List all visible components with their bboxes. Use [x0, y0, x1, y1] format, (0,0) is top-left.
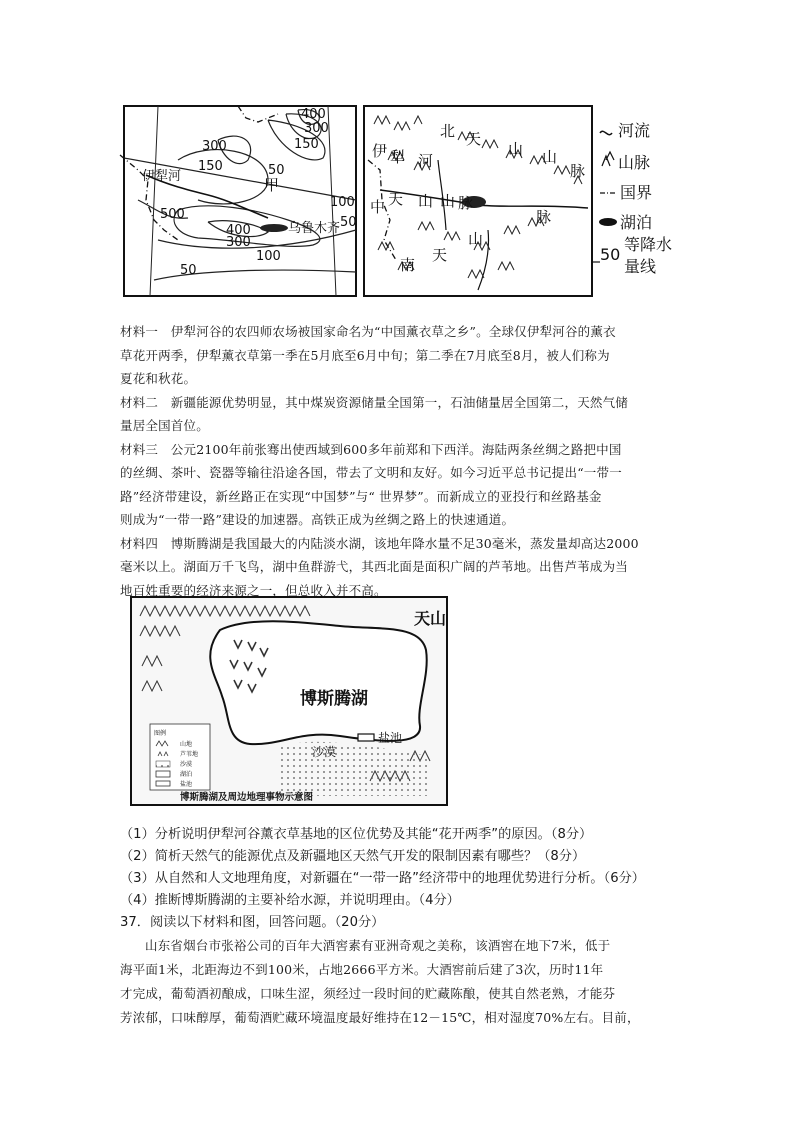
- material-line: 夏花和秋花。: [120, 371, 197, 386]
- materials-section: [120, 320, 680, 602]
- questions-section: [120, 824, 690, 912]
- legend-mountain: 山脉: [618, 153, 651, 172]
- map-char: 中: [370, 198, 386, 216]
- map-char: 伊: [372, 142, 388, 160]
- map-char: 天: [466, 130, 482, 148]
- material-line: 草花开两季，伊犁薰衣草第一季在5月底至6月中旬；第二季在7月底至8月，被人们称为: [120, 347, 610, 363]
- urumqi-label: 乌鲁木齐: [288, 221, 341, 236]
- salt-pond-label: 盐池: [378, 731, 403, 745]
- legend-title: 图例: [154, 730, 167, 737]
- map-char: 天: [388, 190, 404, 208]
- bosten-lake-figure: [130, 596, 448, 806]
- material-line: 毫米以上。湖面万千飞鸟，湖中鱼群游弋，其西北面是面积广阔的芦苇地。出售芦苇成为当: [120, 559, 629, 574]
- map-char: 山: [440, 192, 456, 210]
- passage-line: 山东省烟台市张裕公司的百年大酒窖素有亚洲奇观之美称，该酒窖在地下7米，低于: [145, 938, 611, 953]
- tianshan-label: 天山: [414, 609, 447, 628]
- salt-pond-icon: [358, 734, 374, 741]
- map-char: 天: [432, 246, 448, 264]
- ili-river-label: 伊犁河: [142, 169, 182, 184]
- contour-value: 150: [198, 159, 223, 174]
- legend-item: 湖泊: [180, 771, 193, 778]
- map-char: 脉: [570, 162, 586, 180]
- lake-legend-icon: [599, 218, 617, 226]
- material-line: 材料一 伊犁河谷的农四师农场被国家命名为“中国薰衣草之乡”。全球仅伊犁河谷的薰衣: [120, 324, 616, 339]
- question-line: （2）简析天然气的能源优点及新疆地区天然气开发的限制因素有哪些？（8分）: [120, 849, 586, 864]
- material-line: 材料二 新疆能源优势明显，其中煤炭资源储量全国第一，石油储量居全国第二，天然气储: [120, 394, 629, 410]
- material-line: 的丝绸、茶叶、瓷器等输往沿途各国，带去了文明和友好。如今习近平总书记提出“一带一: [120, 465, 622, 480]
- river-legend-icon: [600, 131, 612, 134]
- map-char: 脉: [536, 208, 552, 226]
- contour-value: 300: [226, 235, 251, 250]
- material-line: 则成为“一带一路”建设的加速器。高铁正成为丝绸之路上的快速通道。: [120, 512, 515, 527]
- contour-value: 50: [268, 163, 285, 178]
- desert-label: 沙漠: [312, 745, 337, 759]
- question-line: （1）分析说明伊犁河谷薰衣草基地的区位优势及其能“花开两季”的原因。（8分）: [120, 827, 593, 842]
- legend-border: 国界: [620, 183, 653, 202]
- contour-value: 50: [180, 263, 197, 278]
- map-legend: [599, 121, 672, 276]
- contour-value: 150: [294, 137, 319, 152]
- mountain-legend-icon: [602, 152, 614, 166]
- material-line: 量居全国首位。: [120, 418, 209, 433]
- map-char: 山: [468, 230, 484, 248]
- bosten-lake-label: 博斯腾湖: [300, 689, 368, 709]
- legend-item: 盐池: [180, 781, 193, 788]
- question-line: （3）从自然和人文地理角度，对新疆在“一带一路”经济带中的地理优势进行分析。（6分）: [120, 871, 645, 886]
- legend-isohyet-line1: 等降水: [624, 235, 673, 254]
- left-precipitation-map: [120, 106, 357, 296]
- map-char: 河: [418, 152, 434, 170]
- map-char: 山: [508, 140, 524, 158]
- question-37-title: 37．阅读以下材料和图，回答问题。（20分）: [120, 915, 385, 930]
- material-line: 地百姓重要的经济来源之一，但总收入并不高。: [120, 582, 387, 598]
- legend-isohyet-value: 50: [600, 245, 621, 264]
- contour-value: 100: [330, 195, 355, 210]
- right-terrain-map: [364, 106, 600, 296]
- map-char: 北: [440, 122, 456, 140]
- contour-value: 300: [304, 121, 329, 136]
- bosten-legend: [150, 724, 210, 790]
- contour-value: 100: [256, 249, 281, 264]
- question-37-passage: [120, 934, 680, 1030]
- point-jia-label: 甲: [264, 176, 280, 194]
- passage-line: 芳浓郁，口味醇厚，葡萄酒贮藏环境温度最好维持在12－15℃，相对湿度70%左右。目前，: [120, 1010, 640, 1025]
- legend-isohyet-line2: 量线: [624, 257, 657, 276]
- material-line: 路”经济带建设，新丝路正在实现“中国梦”与“ 世界梦”。而新成立的亚投行和丝路基金: [120, 488, 602, 504]
- legend-item: 山地: [180, 741, 193, 748]
- xinjiang-map-figure: [118, 100, 708, 300]
- map-char: 犁: [390, 148, 406, 166]
- contour-value: 500: [160, 207, 185, 222]
- legend-river: 河流: [618, 121, 651, 140]
- bosten-caption: 博斯腾湖及周边地理事物示意图: [180, 792, 314, 803]
- passage-line: 海平面1米，北距海边不到100米，占地2666平方米。大酒窖前后建了3次，历时11年: [120, 962, 604, 977]
- map-char: 脉: [458, 194, 474, 212]
- passage-line: 才完成，葡萄酒初酿成，口味生涩，须经过一段时间的贮藏陈酿，使其自然老熟，才能芬: [120, 986, 616, 1001]
- contour-value: 400: [301, 107, 326, 122]
- legend-lake: 湖泊: [620, 213, 653, 232]
- question-line: （4）推断博斯腾湖的主要补给水源，并说明理由。（4分）: [120, 893, 460, 908]
- legend-item: 沙漠: [180, 761, 193, 768]
- map-char: 山: [418, 192, 434, 210]
- legend-item: 芦苇地: [180, 751, 199, 758]
- map-char: 南: [400, 256, 416, 274]
- contour-value: 300: [202, 139, 227, 154]
- material-line: 材料四 博斯腾湖是我国最大的内陆淡水湖，该地年降水量不足30毫米，蒸发量却高达2000: [120, 535, 639, 551]
- bosten-lake-shape: [210, 621, 426, 744]
- contour-value: 400: [226, 223, 251, 238]
- map-char: 山: [542, 148, 558, 166]
- contour-value: 50: [340, 215, 357, 230]
- material-line: 材料三 公元2100年前张骞出使西域到600多年前郑和下西洋。海陆两条丝绸之路把中国: [120, 441, 622, 457]
